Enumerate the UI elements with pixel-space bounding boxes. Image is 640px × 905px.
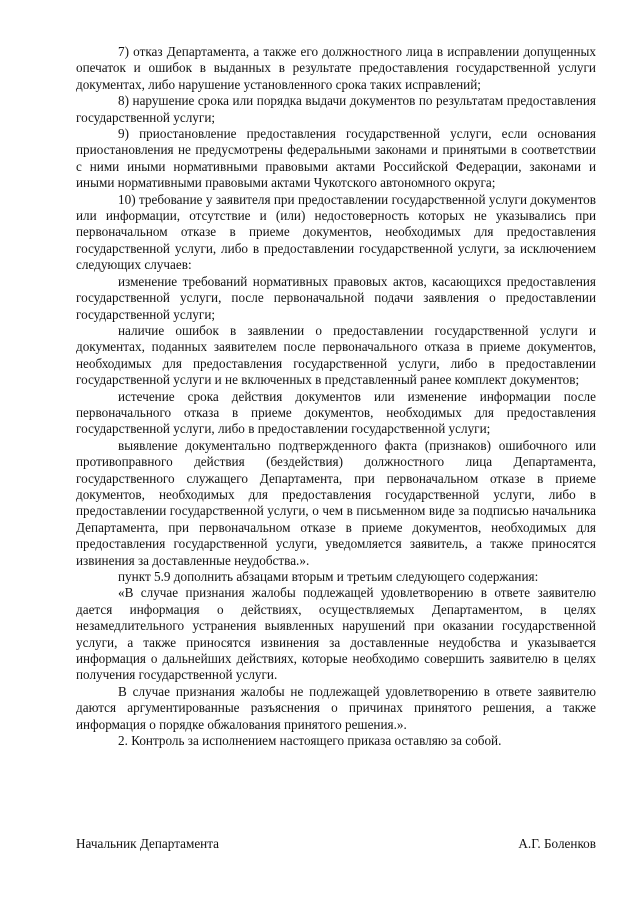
paragraph-exception-2: наличие ошибок в заявлении о предоставлении государственной услуги и документах, поданных заявителем после первоначального отказа в приеме документов, необходимых для предоставления государственной услуги, либо в предоставлении государственной услуги и не включенных в представленный ранее комплект документов; bbox=[76, 322, 596, 388]
paragraph-clause-5-9: пункт 5.9 дополнить абзацами вторым и третьим следующего содержания: bbox=[118, 569, 539, 584]
signature-name: А.Г. Боленков bbox=[518, 836, 596, 851]
paragraph-exception-3: истечение срока действия документов или изменение информации после первоначального отказа в приеме документов, необходимых для предоставления государственной услуги, либо в предоставлении государственной услуги; bbox=[76, 388, 596, 437]
paragraph-item-9: 9) приостановление предоставления государственной услуги, если основания приостановления не предусмотрены федеральными законами и принятыми в соответствии с ними иными нормативными правовыми актами Российской Федерации, законами и иными нормативными правовыми актами Чукотского автономного округа; bbox=[76, 126, 596, 191]
paragraph-item-10: 10) требование у заявителя при предоставлении государственной услуги документов или информации, отсутствие и (или) недостоверность которых не указывались при первоначальном отказе в приеме документов, необходимых для предоставления государственной услуги, либо в предоставлении государственной услуги, за исключением следующих случаев: bbox=[76, 191, 596, 273]
paragraph-control: 2. Контроль за исполнением настоящего приказа оставляю за собой. bbox=[118, 733, 502, 749]
paragraph-complaint-rejected: В случае признания жалобы не подлежащей удовлетворению в ответе заявителю даются аргументированные разъяснения о причинах принятого решения, а также информация о порядке обжалования принятого решения.». bbox=[76, 683, 596, 732]
signature-title: Начальник Департамента bbox=[76, 836, 220, 851]
document-body bbox=[76, 44, 596, 749]
paragraph-exception-4: выявление документально подтвержденного факта (признаков) ошибочного или противоправного действия (бездействия) должностного лица Департамента, государственного служащего Департамента, при первоначальном отказе в приеме документов, необходимых для предоставления государственной услуги, либо в предоставлении государственной услуги, о чем в письменном виде за подписью начальника Департамента, при первоначальном отказе в приеме документов, необходимых для предоставления государственной услуги, уведомляется заявитель, а также приносятся извинения за доставленные неудобства.». bbox=[76, 437, 596, 568]
paragraph-exception-1: изменение требований нормативных правовых актов, касающихся предоставления государственной услуги, после первоначальной подачи заявления о предоставлении государственной услуги; bbox=[76, 273, 596, 322]
paragraph-item-7: 7) отказ Департамента, а также его должностного лица в исправлении допущенных опечаток и ошибок в выданных в результате предоставления государственной услуги документах, либо нарушение установленного срока таких исправлений; bbox=[76, 44, 596, 92]
paragraph-complaint-upheld: «В случае признания жалобы подлежащей удовлетворению в ответе заявителю дается информация о действиях, осуществляемых Департаментом, в целях незамедлительного устранения выявленных нарушений при оказании государственной услуги, а также приносятся извинения за доставленные неудобства и указывается информация о дальнейших действиях, которые необходимо совершить заявителю в целях получения государственной услуги. bbox=[76, 585, 596, 683]
paragraph-item-8: 8) нарушение срока или порядка выдачи документов по результатам предоставления государственной услуги; bbox=[76, 93, 596, 125]
